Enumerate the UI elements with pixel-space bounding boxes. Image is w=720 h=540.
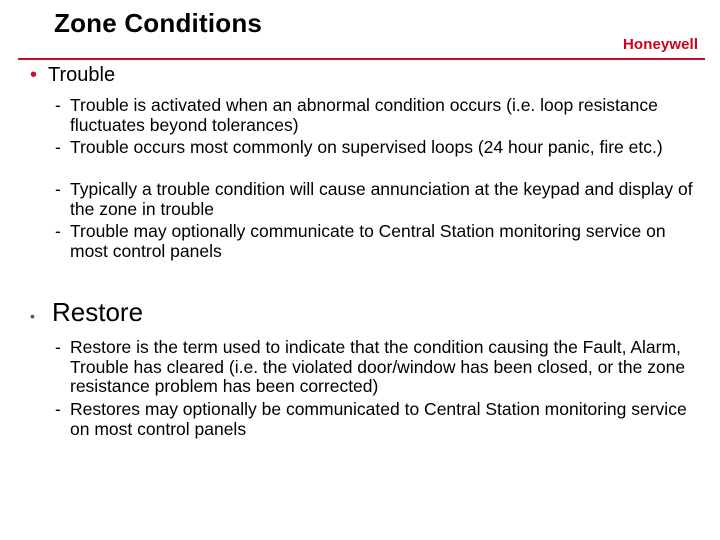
list-item-text: Typically a trouble condition will cause annunciation at the keypad and display of the zone in trouble xyxy=(70,179,693,219)
list-item xyxy=(55,221,705,262)
dash-icon: - xyxy=(55,399,61,419)
dash-icon: - xyxy=(55,221,61,241)
list-item xyxy=(55,95,705,136)
list-item xyxy=(55,179,705,220)
list-item xyxy=(55,137,705,178)
list-item-text: Restore is the term used to indicate that the condition causing the Fault, Alarm, Trouble has cleared (i.e. the violated door/window has been closed, or the zone resistance problem has been corrected) xyxy=(70,337,686,396)
list-item xyxy=(55,399,710,440)
bullet-icon: • xyxy=(30,64,38,86)
title-divider xyxy=(18,58,705,60)
slide-content xyxy=(30,64,700,454)
list-item-text: Restores may optionally be communicated to Central Station monitoring service on most control panels xyxy=(70,399,687,439)
dash-icon: - xyxy=(55,337,61,357)
list-item-text: Trouble occurs most commonly on supervised loops (24 hour panic, fire etc.) xyxy=(70,137,663,157)
dash-icon: - xyxy=(55,95,61,115)
dash-icon: - xyxy=(55,179,61,199)
list-item-text: Trouble may optionally communicate to Central Station monitoring service on most control panels xyxy=(70,221,666,261)
section-heading-trouble: Trouble xyxy=(48,64,116,86)
dash-icon: - xyxy=(55,137,61,157)
section-heading-restore: Restore xyxy=(52,297,144,327)
section-restore xyxy=(30,294,700,454)
honeywell-logo: Honeywell xyxy=(623,36,699,53)
list-item-text: Trouble is activated when an abnormal condition occurs (i.e. loop resistance fluctuates beyond tolerances) xyxy=(70,95,658,135)
section-heading-row xyxy=(30,297,143,328)
bullet-icon: • xyxy=(30,308,35,324)
slide-title: Zone Conditions xyxy=(54,8,263,38)
section-trouble xyxy=(30,64,700,294)
list-item xyxy=(55,337,710,398)
section-heading-row xyxy=(30,64,115,87)
